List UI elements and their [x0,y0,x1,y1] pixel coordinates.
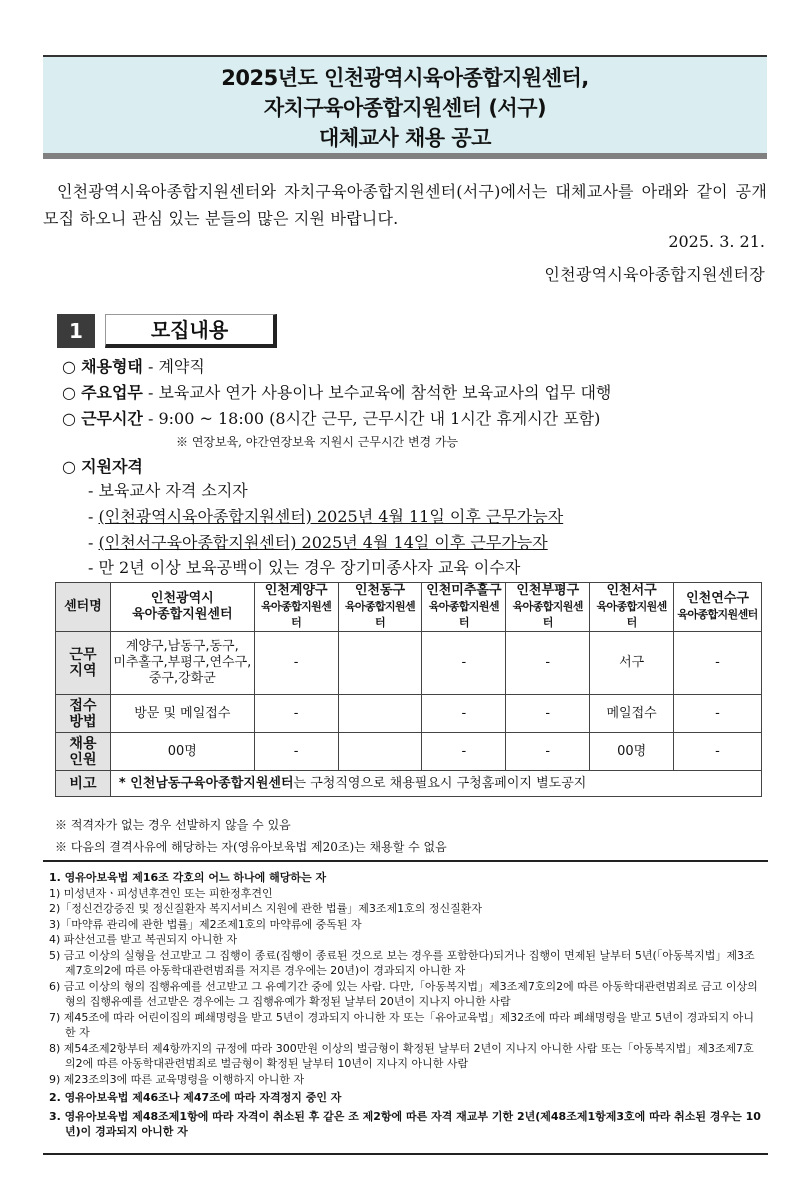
qualification-line-1: - 보육교사 자격 소지자 [88,481,248,500]
table-cell: - [506,695,590,733]
table-row [56,632,762,695]
disq-item: 4) 파산선고를 받고 복권되지 아니한 자 [49,933,238,946]
note-cell [110,771,761,797]
table-cell: - [422,695,506,733]
employment-type-item [62,356,205,378]
qualification-label: 지원자격 [81,457,143,476]
employment-type-value: - 계약직 [147,357,205,376]
row-label-application: 접수 방법 [56,695,111,733]
table-cell: - [674,695,762,733]
work-hours-label: 근무시간 [81,409,143,428]
qualification-line-2-text: (인천광역시육아종합지원센터) 2025년 4월 11일 이후 근무가능자 [98,507,564,526]
table-cell: 서구 [590,632,674,695]
bullet-icon: ○ [62,457,76,476]
main-duty-item [62,382,611,404]
table-cell [338,733,422,771]
note-bold: * 인천남동구육아종합지원센터 [118,775,294,791]
table-cell: - [422,632,506,695]
table-cell: - [506,632,590,695]
center-header: 인천동구 육아종합지원센터 [338,583,422,632]
table-cell: - [254,695,338,733]
disq-item: 3)「마약류 관리에 관한 법률」제2조제1호의 마약류에 중독된 자 [49,917,362,931]
table-cell: - [254,733,338,771]
title-line-3: 대체교사 채용 공고 [319,126,491,150]
center-header: 인천부평구 육아종합지원센터 [506,583,590,632]
bullet-icon: ○ [62,409,76,428]
work-hours-note: ※ 연장보육, 야간연장보육 지원시 근무시간 변경 가능 [176,435,459,449]
table-cell: 00명 [110,733,254,771]
dash: - [88,507,99,526]
bullet-icon: ○ [62,357,76,376]
section-number: 1 [57,314,95,348]
work-hours-item [62,408,600,430]
disq-heading-3: 3. 영유아보육법 제48조제1항에 따라 자격이 취소된 후 같은 조 제2항에 따른 자격 재교부 기한 2년(제48조제1항제3호에 따라 취소된 경우는 10년)이 경과되지 아니한 자 [49,1109,761,1138]
table-cell: 메일접수 [590,695,674,733]
note-line-1: ※ 적격자가 없는 경우 선발하지 않을 수 있음 [55,818,291,832]
table-cell: - [422,733,506,771]
intro-paragraph [43,178,767,232]
employment-type-label: 채용형태 [81,357,143,376]
table-cell: - [674,733,762,771]
main-duty-label: 주요업무 [81,383,143,402]
title-line-2: 자치구육아종합지원센터 (서구) [263,96,547,120]
issuing-organization: 인천광역시육아종합지원센터장 [544,265,765,284]
table-cell: 계양구,남동구,동구, 미추홀구,부평구,연수구, 중구,강화군 [110,632,254,695]
table-row [56,695,762,733]
disq-item: 5) 금고 이상의 실형을 선고받고 그 집행이 종료(집행이 종료된 것으로 보는 경우를 포함한다)되거나 집행이 면제된 날부터 5년(「아동복지법」제3조제7호의2에 따른 아동학대관련범죄를 저지른 경우에는 20년)이 경과되지 아니한 자 [49,948,755,977]
table-note-row [56,771,762,797]
qualification-line-3-text: (인천서구육아종합지원센터) 2025년 4월 14일 이후 근무가능자 [98,533,548,552]
note-label: 비고 [56,771,111,797]
table-cell: - [674,632,762,695]
center-header: 인천연수구 육아종합지원센터 [674,583,762,632]
table-cell: 00명 [590,733,674,771]
qualification-item [62,456,143,478]
table-cell: - [506,733,590,771]
work-hours-value: - 9:00 ~ 18:00 (8시간 근무, 근무시간 내 1시간 휴게시간 포함) [147,409,601,428]
announcement-date: 2025. 3. 21. [668,232,765,251]
center-header: 인천미추홀구 육아종합지원센터 [422,583,506,632]
bullet-icon: ○ [62,383,76,402]
disq-heading-1: 1. 영유아보육법 제16조 각호의 어느 하나에 해당하는 자 [49,871,327,884]
disq-item: 1) 미성년자ㆍ피성년후견인 또는 피한정후견인 [49,886,273,900]
section-title: 모집내용 [105,314,277,348]
qualification-line-2 [88,506,563,528]
table-row [56,733,762,771]
note-line-2: ※ 다음의 결격사유에 해당하는 자(영유아보육법 제20조)는 채용할 수 없음 [55,840,447,854]
main-duty-value: - 보육교사 연가 사용이나 보수교육에 참석한 보육교사의 업무 대행 [147,383,612,402]
table-header-row [56,583,762,632]
disq-item: 2)「정신건강증진 및 정신질환자 복지서비스 지원에 관한 법률」제3조제1호의 정신질환자 [49,902,483,915]
center-header: 인천계양구 육아종합지원센터 [254,583,338,632]
qualification-line-4: - 만 2년 이상 보육공백이 있는 경우 장기미종사자 교육 이수자 [88,558,521,577]
disqualification-box [43,860,768,1155]
disq-item: 6) 금고 이상의 형의 집행유예를 선고받고 그 유예기간 중에 있는 사람. 다만,「아동복지법」제3조제7호의2에 따른 아동학대관련범죄로 금고 이상의 형의 집행유예를 선고받은 경우에는 그 집행유예가 확정된 날부터 20년이 지나지 아니한 사람 [49,979,758,1008]
disq-heading-2: 2. 영유아보육법 제46조나 제47조에 따라 자격정지 중인 자 [49,1091,342,1104]
title-line-1: 2025년도 인천광역시육아종합지원센터, [221,66,589,90]
row-label-work-area: 근무 지역 [56,632,111,695]
intro-text: 인천광역시육아종합지원센터와 자치구육아종합지원센터(서구)에서는 대체교사를 아래와 같이 공개모집 하오니 관심 있는 분들의 많은 지원 바랍니다. [43,182,767,228]
recruitment-table [55,582,762,797]
table-corner: 센터명 [56,583,111,632]
table-cell [338,632,422,695]
qualification-line-3 [88,532,548,554]
center-header: 인천광역시 육아종합지원센터 [110,583,254,632]
disq-item: 7) 제45조에 따라 어린이집의 폐쇄명령을 받고 5년이 경과되지 아니한 자 또는「유아교육법」제32조에 따라 폐쇄명령을 받고 5년이 경과되지 아니한 자 [49,1010,755,1039]
center-header: 인천서구 육아종합지원센터 [590,583,674,632]
table-cell [338,695,422,733]
title-box [43,55,767,159]
note-rest: 는 구청직영으로 채용필요시 구청홈페이지 별도공지 [293,775,587,791]
row-label-headcount: 채용 인원 [56,733,111,771]
table-cell: 방문 및 메일접수 [110,695,254,733]
disq-item: 8) 제54조제2항부터 제4항까지의 규정에 따라 300만원 이상의 벌금형이 확정된 날부터 2년이 지나지 아니한 사람 또는「아동복지법」제3조제7호의2에 따른 아동학대관련범죄로 벌금형이 확정된 날부터 10년이 지나지 아니한 사람 [49,1041,754,1070]
table-cell: - [254,632,338,695]
disq-item: 9) 제23조의3에 따른 교육명령을 이행하지 아니한 자 [49,1072,305,1086]
dash: - [88,533,99,552]
